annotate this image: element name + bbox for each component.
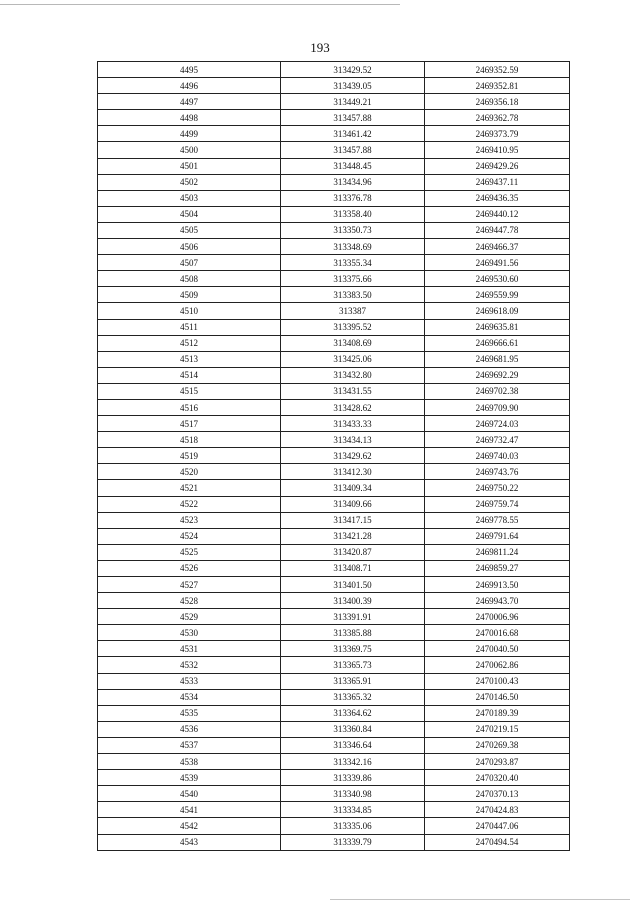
point-number-cell: 4538 <box>98 754 281 770</box>
table-row <box>98 239 570 255</box>
x-coordinate-cell: 313342.16 <box>281 754 425 770</box>
table-row <box>98 206 570 222</box>
x-coordinate-cell: 313364.62 <box>281 705 425 721</box>
coordinates-table <box>97 61 570 851</box>
point-number-cell: 4526 <box>98 560 281 576</box>
x-coordinate-cell: 313417.15 <box>281 512 425 528</box>
x-coordinate-cell: 313395.52 <box>281 319 425 335</box>
table-row <box>98 560 570 576</box>
point-number-cell: 4496 <box>98 78 281 94</box>
table-row <box>98 158 570 174</box>
y-coordinate-cell: 2469429.26 <box>425 158 570 174</box>
point-number-cell: 4516 <box>98 399 281 415</box>
y-coordinate-cell: 2469362.78 <box>425 110 570 126</box>
x-coordinate-cell: 313346.64 <box>281 737 425 753</box>
table-row <box>98 705 570 721</box>
x-coordinate-cell: 313429.52 <box>281 62 425 78</box>
y-coordinate-cell: 2469709.90 <box>425 399 570 415</box>
point-number-cell: 4532 <box>98 657 281 673</box>
x-coordinate-cell: 313369.75 <box>281 641 425 657</box>
point-number-cell: 4524 <box>98 528 281 544</box>
point-number-cell: 4536 <box>98 721 281 737</box>
y-coordinate-cell: 2469352.81 <box>425 78 570 94</box>
x-coordinate-cell: 313383.50 <box>281 287 425 303</box>
x-coordinate-cell: 313401.50 <box>281 577 425 593</box>
table-row <box>98 432 570 448</box>
y-coordinate-cell: 2469356.18 <box>425 94 570 110</box>
point-number-cell: 4500 <box>98 142 281 158</box>
y-coordinate-cell: 2469491.56 <box>425 255 570 271</box>
x-coordinate-cell: 313365.32 <box>281 689 425 705</box>
scan-edge-line <box>330 899 630 900</box>
y-coordinate-cell: 2469373.79 <box>425 126 570 142</box>
y-coordinate-cell: 2470370.13 <box>425 786 570 802</box>
point-number-cell: 4512 <box>98 335 281 351</box>
x-coordinate-cell: 313432.80 <box>281 367 425 383</box>
point-number-cell: 4499 <box>98 126 281 142</box>
y-coordinate-cell: 2469447.78 <box>425 222 570 238</box>
y-coordinate-cell: 2470494.54 <box>425 834 570 850</box>
x-coordinate-cell: 313365.73 <box>281 657 425 673</box>
point-number-cell: 4514 <box>98 367 281 383</box>
y-coordinate-cell: 2469759.74 <box>425 496 570 512</box>
point-number-cell: 4528 <box>98 593 281 609</box>
point-number-cell: 4543 <box>98 834 281 850</box>
table-row <box>98 190 570 206</box>
y-coordinate-cell: 2469791.64 <box>425 528 570 544</box>
table-row <box>98 689 570 705</box>
x-coordinate-cell: 313365.91 <box>281 673 425 689</box>
table-row <box>98 721 570 737</box>
x-coordinate-cell: 313428.62 <box>281 399 425 415</box>
x-coordinate-cell: 313425.06 <box>281 351 425 367</box>
point-number-cell: 4501 <box>98 158 281 174</box>
y-coordinate-cell: 2470100.43 <box>425 673 570 689</box>
point-number-cell: 4525 <box>98 544 281 560</box>
point-number-cell: 4537 <box>98 737 281 753</box>
table-row <box>98 625 570 641</box>
x-coordinate-cell: 313420.87 <box>281 544 425 560</box>
x-coordinate-cell: 313409.66 <box>281 496 425 512</box>
table-row <box>98 609 570 625</box>
point-number-cell: 4518 <box>98 432 281 448</box>
table-row <box>98 512 570 528</box>
x-coordinate-cell: 313400.39 <box>281 593 425 609</box>
y-coordinate-cell: 2469811.24 <box>425 544 570 560</box>
table-row <box>98 496 570 512</box>
x-coordinate-cell: 313360.84 <box>281 721 425 737</box>
x-coordinate-cell: 313387 <box>281 303 425 319</box>
table-row <box>98 673 570 689</box>
y-coordinate-cell: 2469750.22 <box>425 480 570 496</box>
y-coordinate-cell: 2470062.86 <box>425 657 570 673</box>
table-row <box>98 593 570 609</box>
y-coordinate-cell: 2469410.95 <box>425 142 570 158</box>
x-coordinate-cell: 313429.62 <box>281 448 425 464</box>
point-number-cell: 4523 <box>98 512 281 528</box>
y-coordinate-cell: 2469692.29 <box>425 367 570 383</box>
table-row <box>98 399 570 415</box>
x-coordinate-cell: 313434.96 <box>281 174 425 190</box>
y-coordinate-cell: 2469943.70 <box>425 593 570 609</box>
x-coordinate-cell: 313408.69 <box>281 335 425 351</box>
table-row <box>98 271 570 287</box>
x-coordinate-cell: 313408.71 <box>281 560 425 576</box>
x-coordinate-cell: 313457.88 <box>281 110 425 126</box>
table-row <box>98 319 570 335</box>
table-row <box>98 303 570 319</box>
y-coordinate-cell: 2470320.40 <box>425 770 570 786</box>
y-coordinate-cell: 2469740.03 <box>425 448 570 464</box>
x-coordinate-cell: 313350.73 <box>281 222 425 238</box>
point-number-cell: 4539 <box>98 770 281 786</box>
y-coordinate-cell: 2469724.03 <box>425 416 570 432</box>
x-coordinate-cell: 313421.28 <box>281 528 425 544</box>
x-coordinate-cell: 313339.79 <box>281 834 425 850</box>
table-row <box>98 657 570 673</box>
y-coordinate-cell: 2469681.95 <box>425 351 570 367</box>
table-row <box>98 335 570 351</box>
table-row <box>98 737 570 753</box>
table-row <box>98 94 570 110</box>
x-coordinate-cell: 313457.88 <box>281 142 425 158</box>
y-coordinate-cell: 2469437.11 <box>425 174 570 190</box>
point-number-cell: 4508 <box>98 271 281 287</box>
table-row <box>98 110 570 126</box>
x-coordinate-cell: 313335.06 <box>281 818 425 834</box>
table-body <box>98 62 570 851</box>
table-row <box>98 351 570 367</box>
table-row <box>98 641 570 657</box>
x-coordinate-cell: 313391.91 <box>281 609 425 625</box>
x-coordinate-cell: 313433.33 <box>281 416 425 432</box>
point-number-cell: 4495 <box>98 62 281 78</box>
table-row <box>98 416 570 432</box>
page-number: 193 <box>310 40 330 55</box>
point-number-cell: 4520 <box>98 464 281 480</box>
y-coordinate-cell: 2470189.39 <box>425 705 570 721</box>
table-row <box>98 126 570 142</box>
y-coordinate-cell: 2469352.59 <box>425 62 570 78</box>
point-number-cell: 4502 <box>98 174 281 190</box>
point-number-cell: 4511 <box>98 319 281 335</box>
y-coordinate-cell: 2470006.96 <box>425 609 570 625</box>
point-number-cell: 4503 <box>98 190 281 206</box>
point-number-cell: 4530 <box>98 625 281 641</box>
table-row <box>98 287 570 303</box>
y-coordinate-cell: 2470293.87 <box>425 754 570 770</box>
x-coordinate-cell: 313376.78 <box>281 190 425 206</box>
x-coordinate-cell: 313358.40 <box>281 206 425 222</box>
y-coordinate-cell: 2469618.09 <box>425 303 570 319</box>
point-number-cell: 4521 <box>98 480 281 496</box>
y-coordinate-cell: 2469778.55 <box>425 512 570 528</box>
point-number-cell: 4505 <box>98 222 281 238</box>
point-number-cell: 4506 <box>98 239 281 255</box>
x-coordinate-cell: 313448.45 <box>281 158 425 174</box>
point-number-cell: 4542 <box>98 818 281 834</box>
y-coordinate-cell: 2469666.61 <box>425 335 570 351</box>
y-coordinate-cell: 2470219.15 <box>425 721 570 737</box>
x-coordinate-cell: 313339.86 <box>281 770 425 786</box>
x-coordinate-cell: 313340.98 <box>281 786 425 802</box>
table-row <box>98 174 570 190</box>
table-row <box>98 544 570 560</box>
table-row <box>98 367 570 383</box>
point-number-cell: 4513 <box>98 351 281 367</box>
table-row <box>98 818 570 834</box>
y-coordinate-cell: 2469436.35 <box>425 190 570 206</box>
table-row <box>98 78 570 94</box>
y-coordinate-cell: 2469732.47 <box>425 432 570 448</box>
x-coordinate-cell: 313334.85 <box>281 802 425 818</box>
point-number-cell: 4509 <box>98 287 281 303</box>
x-coordinate-cell: 313348.69 <box>281 239 425 255</box>
point-number-cell: 4517 <box>98 416 281 432</box>
point-number-cell: 4510 <box>98 303 281 319</box>
y-coordinate-cell: 2469859.27 <box>425 560 570 576</box>
y-coordinate-cell: 2470040.50 <box>425 641 570 657</box>
y-coordinate-cell: 2469466.37 <box>425 239 570 255</box>
y-coordinate-cell: 2469702.38 <box>425 383 570 399</box>
table-row <box>98 222 570 238</box>
scan-edge-line <box>0 4 400 5</box>
y-coordinate-cell: 2470146.50 <box>425 689 570 705</box>
point-number-cell: 4522 <box>98 496 281 512</box>
point-number-cell: 4534 <box>98 689 281 705</box>
y-coordinate-cell: 2470424.83 <box>425 802 570 818</box>
y-coordinate-cell: 2469913.50 <box>425 577 570 593</box>
point-number-cell: 4498 <box>98 110 281 126</box>
table-row <box>98 770 570 786</box>
y-coordinate-cell: 2469559.99 <box>425 287 570 303</box>
table-row <box>98 464 570 480</box>
y-coordinate-cell: 2469530.60 <box>425 271 570 287</box>
point-number-cell: 4515 <box>98 383 281 399</box>
x-coordinate-cell: 313385.88 <box>281 625 425 641</box>
x-coordinate-cell: 313439.05 <box>281 78 425 94</box>
x-coordinate-cell: 313434.13 <box>281 432 425 448</box>
table-row <box>98 448 570 464</box>
y-coordinate-cell: 2470269.38 <box>425 737 570 753</box>
table-row <box>98 62 570 78</box>
point-number-cell: 4497 <box>98 94 281 110</box>
point-number-cell: 4519 <box>98 448 281 464</box>
table-row <box>98 528 570 544</box>
table-row <box>98 480 570 496</box>
table-row <box>98 834 570 850</box>
x-coordinate-cell: 313461.42 <box>281 126 425 142</box>
table-row <box>98 383 570 399</box>
y-coordinate-cell: 2469440.12 <box>425 206 570 222</box>
table-row <box>98 786 570 802</box>
point-number-cell: 4531 <box>98 641 281 657</box>
x-coordinate-cell: 313355.34 <box>281 255 425 271</box>
x-coordinate-cell: 313412.30 <box>281 464 425 480</box>
table-row <box>98 754 570 770</box>
y-coordinate-cell: 2470447.06 <box>425 818 570 834</box>
table-row <box>98 802 570 818</box>
x-coordinate-cell: 313449.21 <box>281 94 425 110</box>
point-number-cell: 4540 <box>98 786 281 802</box>
point-number-cell: 4533 <box>98 673 281 689</box>
table-row <box>98 577 570 593</box>
y-coordinate-cell: 2470016.68 <box>425 625 570 641</box>
y-coordinate-cell: 2469743.76 <box>425 464 570 480</box>
point-number-cell: 4504 <box>98 206 281 222</box>
point-number-cell: 4507 <box>98 255 281 271</box>
x-coordinate-cell: 313375.66 <box>281 271 425 287</box>
y-coordinate-cell: 2469635.81 <box>425 319 570 335</box>
table-row <box>98 142 570 158</box>
x-coordinate-cell: 313431.55 <box>281 383 425 399</box>
table-row <box>98 255 570 271</box>
point-number-cell: 4529 <box>98 609 281 625</box>
point-number-cell: 4541 <box>98 802 281 818</box>
x-coordinate-cell: 313409.34 <box>281 480 425 496</box>
point-number-cell: 4527 <box>98 577 281 593</box>
point-number-cell: 4535 <box>98 705 281 721</box>
